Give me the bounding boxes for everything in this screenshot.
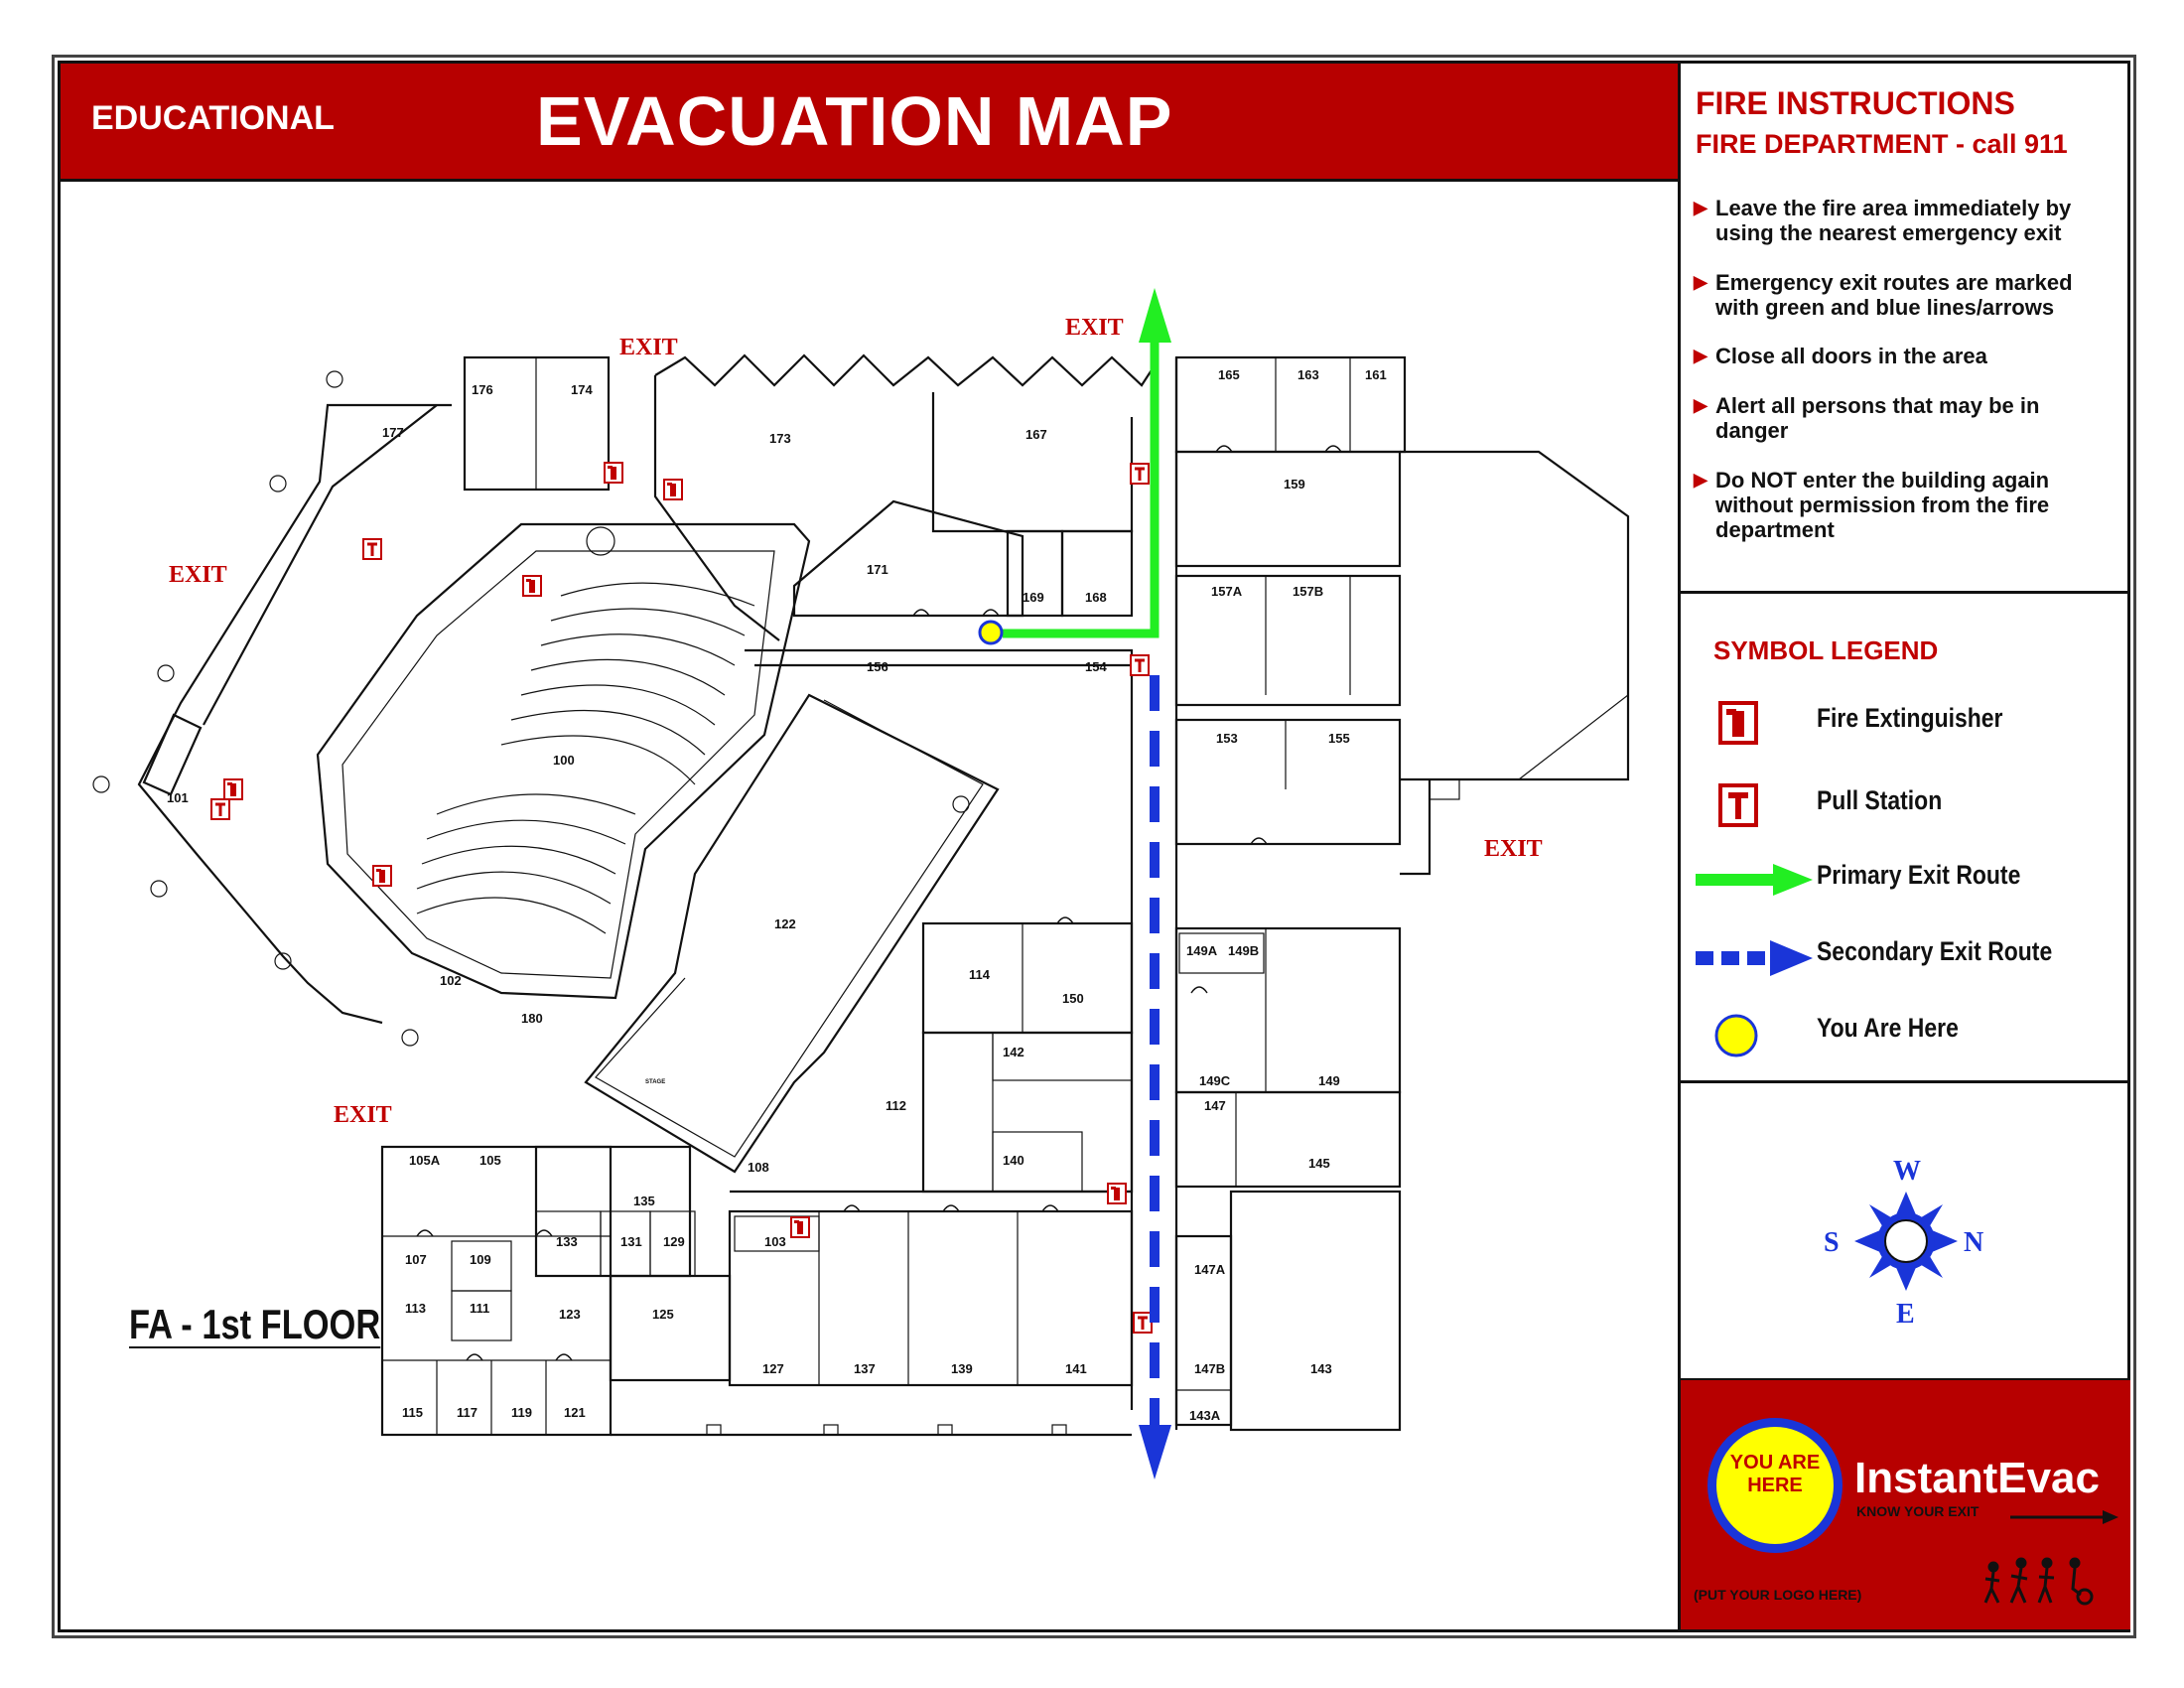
category-label: EDUCATIONAL (91, 99, 335, 137)
room-label: 180 (521, 1011, 543, 1026)
brand-name: InstantEvac (1854, 1454, 2100, 1502)
bullet-triangle-icon: ▶ (1694, 346, 1707, 365)
room-label: 119 (511, 1405, 532, 1420)
fire-extinguisher-icon (605, 463, 622, 483)
room-label: 117 (457, 1405, 478, 1420)
stage-label: STAGE (645, 1079, 666, 1085)
room-label: 131 (620, 1234, 642, 1249)
room-label: 147 (1204, 1098, 1226, 1113)
room-label: 145 (1308, 1156, 1330, 1171)
instruction-item: ▶ Emergency exit routes are marked with green and blue lines/arrows (1694, 270, 2073, 320)
room-label: 169 (1023, 590, 1044, 605)
room-label: 133 (556, 1234, 578, 1249)
legend-label-you-are-here: You Are Here (1817, 1013, 1959, 1043)
exit-label: EXIT (334, 1102, 392, 1128)
bullet-triangle-icon: ▶ (1694, 272, 1707, 292)
evacuating-people-icon (1985, 1559, 2092, 1604)
you-are-here-badge-text: YOU ARE HERE (1729, 1452, 1821, 1496)
room-label: 163 (1297, 367, 1319, 382)
room-label: 135 (633, 1194, 655, 1208)
brand-arrow-icon (2010, 1510, 2118, 1524)
room-label: 173 (769, 431, 791, 446)
room-label: 174 (571, 382, 593, 397)
instruction-item: ▶ Close all doors in the area (1694, 344, 1987, 368)
fire-extinguisher-icon (664, 480, 682, 499)
room-label: 107 (405, 1252, 427, 1267)
room-label: 157B (1293, 584, 1324, 599)
room-label: 161 (1365, 367, 1387, 382)
instruction-item: ▶ Alert all persons that may be in danger (1694, 393, 2040, 443)
exit-label: EXIT (169, 562, 227, 588)
room-label: 143A (1189, 1408, 1221, 1423)
room-label: 108 (748, 1160, 769, 1175)
room-label: 149A (1186, 943, 1218, 958)
legend-label-pull-station: Pull Station (1817, 785, 1943, 815)
map-pull-stations (211, 464, 1152, 1333)
room-label: 105 (479, 1153, 501, 1168)
exit-label: EXIT (1065, 315, 1124, 341)
pull-station-icon (1131, 464, 1149, 484)
room-label: 171 (867, 562, 888, 577)
room-label: 123 (559, 1307, 581, 1322)
room-label: 100 (553, 753, 575, 768)
floor-label: FA - 1st FLOOR (129, 1301, 381, 1347)
logo-placeholder: (PUT YOUR LOGO HERE) (1694, 1587, 1862, 1603)
room-label: 157A (1211, 584, 1243, 599)
room-label: 102 (440, 973, 462, 988)
legend-label-primary-route: Primary Exit Route (1817, 860, 2021, 890)
building-walls (93, 355, 1628, 1435)
blue-dashed-arrow-icon (1696, 940, 1813, 976)
room-label: 149C (1199, 1073, 1231, 1088)
blue-arrow-icon (1139, 1425, 1171, 1479)
green-arrow-icon (1696, 864, 1813, 896)
room-label: 147B (1194, 1361, 1226, 1376)
room-label: 127 (762, 1361, 784, 1376)
room-label: 137 (854, 1361, 876, 1376)
compass-letter-e: E (1896, 1299, 1915, 1330)
fire-extinguisher-icon (1720, 703, 1756, 743)
room-label: 165 (1218, 367, 1240, 382)
pull-station-icon (363, 539, 381, 559)
legend-title: SYMBOL LEGEND (1713, 635, 1939, 665)
room-label: 129 (663, 1234, 685, 1249)
exit-label: EXIT (619, 335, 678, 360)
room-label: 121 (564, 1405, 586, 1420)
room-label: 105A (409, 1153, 441, 1168)
exit-label: EXIT (1484, 836, 1543, 862)
pull-station-icon (1720, 785, 1756, 825)
room-label: 154 (1085, 659, 1107, 674)
room-label: 140 (1003, 1153, 1024, 1168)
room-label: 113 (405, 1301, 426, 1316)
room-label: 153 (1216, 731, 1238, 746)
room-label: 115 (402, 1405, 423, 1420)
room-label: 143 (1310, 1361, 1332, 1376)
room-label: 156 (867, 659, 888, 674)
page-title: EVACUATION MAP (536, 82, 1173, 160)
room-label: 109 (470, 1252, 491, 1267)
compass-letter-s: S (1824, 1227, 1840, 1258)
room-label: 142 (1003, 1045, 1024, 1059)
fire-extinguisher-icon (1108, 1184, 1126, 1203)
secondary-exit-route (1139, 675, 1171, 1479)
room-label: 141 (1065, 1361, 1087, 1376)
pull-station-icon (1131, 655, 1149, 675)
instruction-item: ▶ Do NOT enter the building again without permission from the fire department (1694, 468, 2050, 542)
room-label: 101 (167, 790, 189, 805)
green-arrow-icon (1139, 288, 1171, 343)
brand-tagline: KNOW YOUR EXIT (1856, 1503, 1979, 1519)
legend-label-secondary-route: Secondary Exit Route (1817, 936, 2053, 966)
room-label: 149 (1318, 1073, 1340, 1088)
pull-station-icon (1134, 1313, 1152, 1333)
room-label: 155 (1328, 731, 1350, 746)
compass-letter-w: W (1893, 1156, 1921, 1187)
room-label: 147A (1194, 1262, 1226, 1277)
room-label: 139 (951, 1361, 973, 1376)
bullet-triangle-icon: ▶ (1694, 198, 1707, 217)
instructions-title: FIRE INSTRUCTIONS (1696, 85, 2015, 121)
room-label: 150 (1062, 991, 1084, 1006)
legend-label-extinguisher: Fire Extinguisher (1817, 703, 2003, 733)
room-label: 122 (774, 916, 796, 931)
legend-icons (1696, 703, 1813, 1055)
yellow-dot-icon (1716, 1016, 1756, 1055)
room-labels (167, 367, 1387, 1423)
room-label: 159 (1284, 477, 1305, 492)
room-label: 149B (1228, 943, 1260, 958)
you-are-here-marker (980, 622, 1002, 643)
compass-letter-n: N (1964, 1227, 1984, 1258)
fire-extinguisher-icon (791, 1217, 809, 1237)
room-label: 125 (652, 1307, 674, 1322)
room-label: 114 (969, 967, 990, 982)
room-label: 111 (470, 1301, 490, 1316)
fire-extinguisher-icon (373, 866, 391, 886)
room-label: 167 (1025, 427, 1047, 442)
room-label: 103 (764, 1234, 786, 1249)
bullet-triangle-icon: ▶ (1694, 395, 1707, 415)
room-label: 177 (382, 425, 404, 440)
room-label: 168 (1085, 590, 1107, 605)
fire-extinguisher-icon (523, 576, 541, 596)
instructions-subtitle: FIRE DEPARTMENT - call 911 (1696, 129, 2068, 159)
room-label: 176 (472, 382, 493, 397)
pull-station-icon (211, 799, 229, 819)
fire-extinguisher-icon (224, 779, 242, 799)
instruction-item: ▶ Leave the fire area immediately by using the nearest emergency exit (1694, 196, 2072, 245)
bullet-triangle-icon: ▶ (1694, 470, 1707, 490)
room-label: 112 (886, 1098, 906, 1113)
compass-icon (1824, 1156, 1983, 1330)
